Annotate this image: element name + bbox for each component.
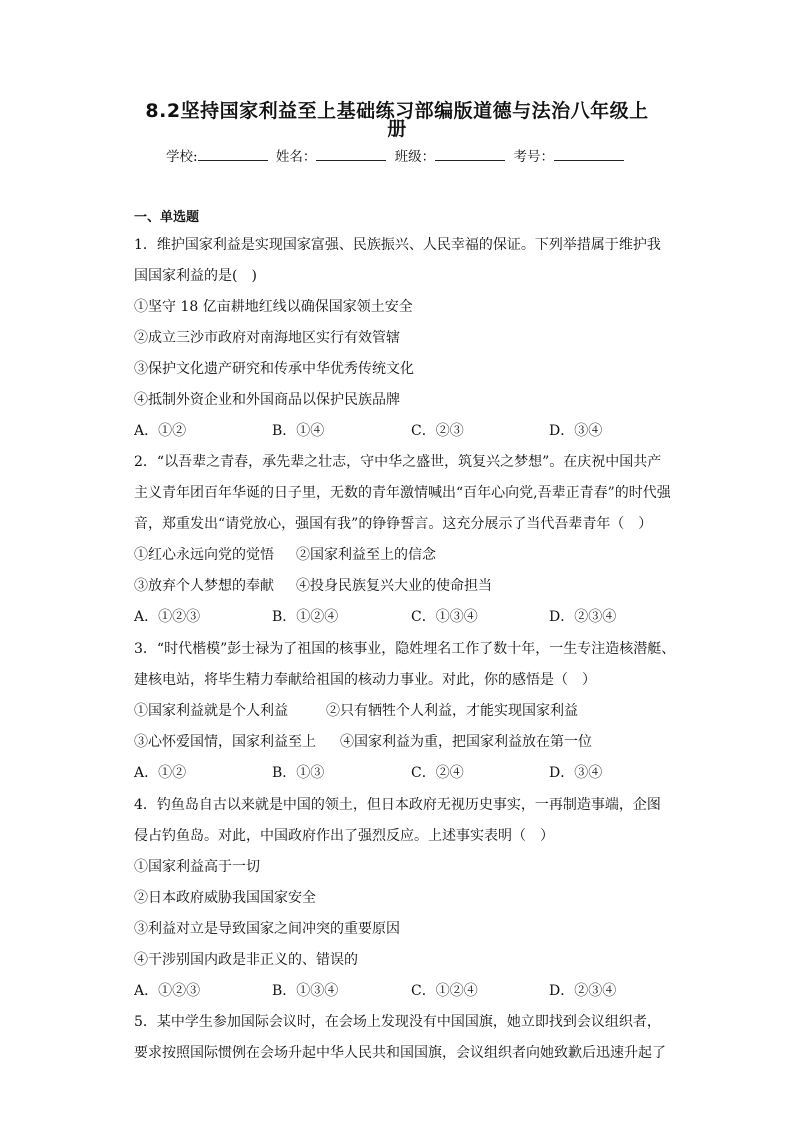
q5-stem-line2: 要求按照国际惯例在会场升起中华人民共和国国旗，会议组织者向她致歉后迅速升起了 [134, 1045, 666, 1061]
number-label: 考号： [513, 149, 554, 165]
q1-choice-d[interactable]: D．③④ [549, 423, 603, 439]
q1-stem-line1: 1．维护国家利益是实现国家富强、民族振兴、人民幸福的保证。下列举措属于维护我 [134, 237, 661, 253]
q2-option-1: ①红心永远向党的觉悟 [134, 547, 274, 563]
q2-choice-a[interactable]: A．①②③ [134, 609, 201, 625]
title-line-2: 册 [387, 118, 407, 140]
q4-option-1: ①国家利益高于一切 [134, 859, 260, 875]
q1-option-3: ③保护文化遗产研究和传承中华优秀传统文化 [134, 361, 414, 377]
q3-option-4: ④国家利益为重，把国家利益放在第一位 [340, 734, 592, 750]
q2-options-row2 [134, 575, 492, 595]
q1-choice-b[interactable]: B．①④ [272, 423, 325, 439]
q3-options-row2 [134, 731, 592, 751]
q4-choice-d[interactable]: D．②③④ [549, 983, 617, 999]
q2-option-4: ④投身民族复兴大业的使命担当 [296, 578, 492, 594]
q4-choice-c[interactable]: C．①②④ [411, 983, 478, 999]
q3-option-2: ②只有牺牲个人利益，才能实现国家利益 [326, 703, 578, 719]
q2-stem-line1: 2．“以吾辈之青春，承先辈之壮志，守中华之盛世，筑复兴之梦想”。在庆祝中国共产 [134, 454, 662, 470]
number-blank[interactable] [554, 146, 624, 161]
q4-option-4: ④干涉别国内政是非正义的、错误的 [134, 952, 358, 968]
title-line-1: 8.2坚持国家利益至上基础练习部编版道德与法治八年级上 [145, 100, 649, 122]
q4-stem-line2: 侵占钓鱼岛。对此，中国政府作出了强烈反应。上述事实表明（ ） [134, 828, 554, 844]
q5-stem-line1: 5．某中学生参加国际会议时，在会场上发现没有中国国旗，她立即找到会议组织者， [134, 1014, 661, 1030]
q4-choice-a[interactable]: A．①②③ [134, 983, 201, 999]
name-blank[interactable] [316, 146, 386, 161]
name-label: 姓名： [275, 149, 317, 165]
q3-option-1: ①国家利益就是个人利益 [134, 703, 288, 719]
q3-choice-c[interactable]: C．②④ [411, 765, 464, 781]
class-label: 班级： [394, 149, 436, 165]
q2-options-row1 [134, 544, 436, 564]
q2-choice-d[interactable]: D．②③④ [549, 609, 617, 625]
q2-stem-line2: 主义青年团百年华诞的日子里，无数的青年激情喊出“百年心向党,吾辈正青春”的时代强 [134, 485, 671, 501]
q4-option-2: ②日本政府威胁我国国家安全 [134, 890, 316, 906]
q1-option-4: ④抵制外资企业和外国商品以保护民族品牌 [134, 392, 400, 408]
q3-choice-b[interactable]: B．①③ [272, 765, 325, 781]
q1-option-1: ①坚守 18 亿亩耕地红线以确保国家领土安全 [134, 299, 413, 315]
class-blank[interactable] [435, 146, 505, 161]
q1-choice-c[interactable]: C．②③ [411, 423, 464, 439]
q1-option-2: ②成立三沙市政府对南海地区实行有效管辖 [134, 330, 400, 346]
student-info-row [0, 145, 794, 165]
q3-stem-line2: 建核电站，将毕生精力奉献给祖国的核动力事业。对此，你的感悟是（ ） [134, 672, 596, 688]
q2-stem-line3: 音，郑重发出“请党放心，强国有我”的铮铮誓言。这充分展示了当代吾辈青年（ ） [134, 516, 653, 532]
q3-option-3: ③心怀爱国情，国家利益至上 [134, 734, 316, 750]
school-blank[interactable] [198, 146, 268, 161]
q1-choice-a[interactable]: A．①② [134, 423, 187, 439]
q4-option-3: ③利益对立是导致国家之间冲突的重要原因 [134, 921, 400, 937]
section-heading: 一、单选题 [134, 210, 200, 225]
q3-choice-a[interactable]: A．①② [134, 765, 187, 781]
q2-choice-b[interactable]: B．①②④ [272, 609, 339, 625]
q3-stem-line1: 3．“时代楷模”彭士禄为了祖国的核事业，隐姓埋名工作了数十年，一生专注造核潜艇、 [134, 641, 676, 657]
q1-stem-line2: 国国家利益的是( ) [134, 268, 257, 284]
school-label: 学校: [166, 149, 198, 165]
q4-choice-b[interactable]: B．①③④ [272, 983, 339, 999]
q2-choice-c[interactable]: C．①③④ [411, 609, 478, 625]
q4-stem-line1: 4．钓鱼岛自古以来就是中国的领土，但日本政府无视历史事实，一再制造事端，企图 [134, 797, 661, 813]
q3-choice-d[interactable]: D．③④ [549, 765, 603, 781]
q2-option-3: ③放弃个人梦想的奉献 [134, 578, 274, 594]
q3-options-row1 [134, 700, 578, 720]
q2-option-2: ②国家利益至上的信念 [296, 547, 436, 563]
